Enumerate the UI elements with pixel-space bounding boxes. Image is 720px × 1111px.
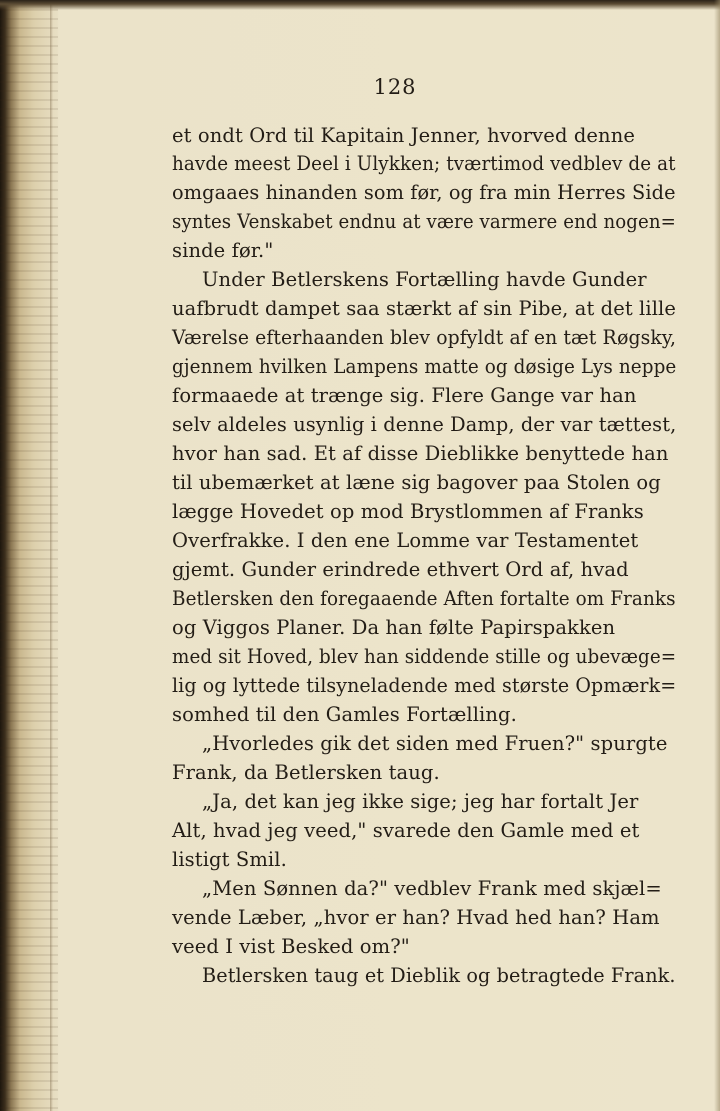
text-line: selv aldeles usynlig i denne Damp, der var tættest,: [172, 413, 677, 436]
text-line: „Hvorledes gik det siden med Fruen?" spurgte: [202, 732, 668, 755]
text-line: syntes Venskabet endnu at være varmere end nogen=: [172, 210, 676, 233]
spine-shadow: [50, 0, 53, 1111]
text-line: og Viggos Planer. Da han følte Papirspakken: [172, 616, 616, 639]
text-line: vende Læber, „hvor er han? Hvad hed han? Ham: [172, 906, 660, 929]
text-line: med sit Hoved, blev han siddende stille og ubevæge=: [172, 645, 677, 668]
text-line: til ubemærket at læne sig bagover paa Stolen og: [172, 471, 661, 494]
text-line: sinde før.": [172, 239, 274, 262]
text-line: gjemt. Gunder erindrede ethvert Ord af, hvad: [172, 558, 629, 581]
text-line: lig og lyttede tilsyneladende med største Opmærk=: [172, 674, 677, 697]
page-right-edge: [714, 0, 720, 1111]
text-line: hvor han sad. Et af disse Dieblikke benyttede han: [172, 442, 669, 465]
text-line: „Men Sønnen da?" vedblev Frank med skjæl=: [202, 877, 662, 900]
text-line: formaaede at trænge sig. Flere Gange var han: [172, 384, 637, 407]
text-line: omgaaes hinanden som før, og fra min Herres Side: [172, 181, 676, 204]
text-line: Værelse efterhaanden blev opfyldt af en tæt Røgsky,: [172, 326, 677, 349]
text-line: et ondt Ord til Kapitain Jenner, hvorved denne: [172, 124, 636, 147]
text-line: gjennem hvilken Lampens matte og døsige Lys neppe: [172, 355, 677, 378]
text-line: „Ja, det kan jeg ikke sige; jeg har fortalt Jer: [202, 790, 639, 813]
text-line: uafbrudt dampet saa stærkt af sin Pibe, at det lille: [172, 297, 676, 320]
text-line: lægge Hovedet op mod Brystlommen af Franks: [172, 500, 644, 523]
text-line: Frank, da Betlersken taug.: [172, 761, 440, 784]
text-line: Betlersken taug et Dieblik og betragtede Frank.: [202, 964, 676, 987]
text-line: Under Betlerskens Fortælling havde Gunder: [202, 268, 647, 291]
book-page: [110, 0, 680, 1111]
text-line: Betlersken den foregaaende Aften fortalte om Franks: [172, 587, 676, 610]
text-line: Alt, hvad jeg veed," svarede den Gamle med et: [172, 819, 640, 842]
text-line: somhed til den Gamles Fortælling.: [172, 703, 517, 726]
text-line: veed I vist Besked om?": [172, 935, 410, 958]
page-number: 128: [373, 75, 417, 99]
text-line: Overfrakke. I den ene Lomme var Testamentet: [172, 529, 639, 552]
text-line: havde meest Deel i Ulykken; tværtimod vedblev de at: [172, 152, 676, 175]
text-line: listigt Smil.: [172, 848, 287, 871]
